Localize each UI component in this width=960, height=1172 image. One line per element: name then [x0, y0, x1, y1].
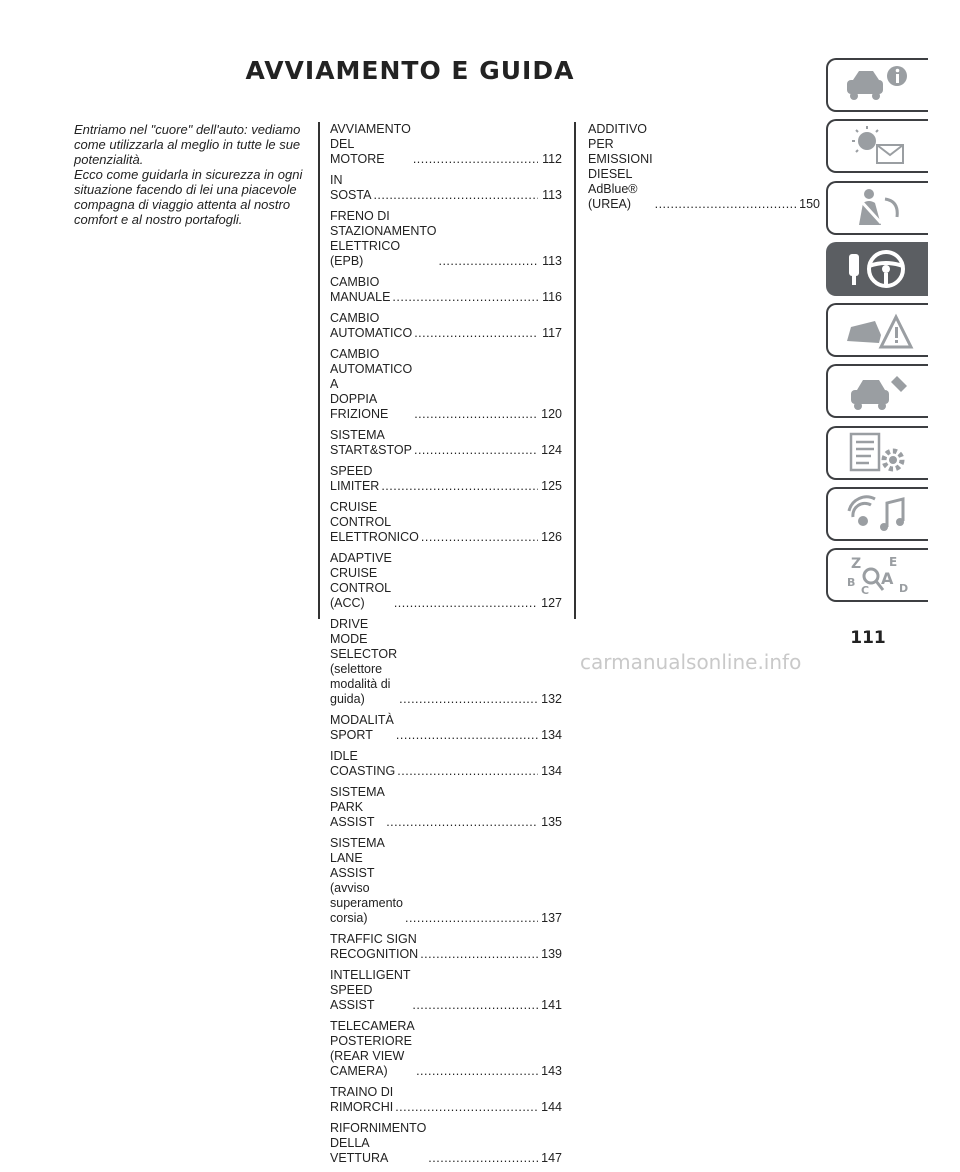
intro-paragraph-1: Entriamo nel "cuore" dell'auto: vediamo come utilizzarla al meglio in tutte le sue potenzialità. [74, 122, 301, 167]
toc-entry[interactable] [588, 122, 820, 212]
section-title: AVVIAMENTO E GUIDA [245, 56, 575, 85]
toc-entry-label: IDLE COASTING [330, 749, 396, 778]
toc-leader-dots [414, 326, 538, 341]
toc-entry-label: SISTEMA LANE ASSIST (avviso superamento corsia) [330, 836, 403, 925]
toc-entry-page: 113 [542, 254, 562, 268]
tab-maintenance[interactable] [826, 364, 928, 418]
toc-entry-page: 147 [541, 1151, 562, 1165]
toc-leader-dots [413, 152, 538, 167]
toc-entry-label: SISTEMA PARK ASSIST [330, 785, 385, 829]
toc-entry[interactable] [330, 713, 562, 743]
toc-entry[interactable] [330, 209, 562, 269]
toc-entry[interactable] [330, 749, 562, 779]
toc-entry-page: 116 [542, 290, 562, 304]
tab-index[interactable] [826, 548, 928, 602]
toc-entry[interactable] [330, 173, 562, 203]
toc-entry[interactable] [330, 1019, 562, 1079]
svg-text:Z: Z [851, 556, 862, 573]
toc-entry[interactable] [330, 617, 562, 707]
toc-entry-label: SPEED LIMITER [330, 464, 380, 493]
toc-leader-dots [412, 998, 538, 1013]
toc-entry-page: 112 [542, 152, 562, 166]
toc-entry-label: TRAINO DI RIMORCHI [330, 1085, 394, 1114]
toc-leader-dots [381, 479, 538, 494]
alphabetical-index-icon [841, 552, 915, 598]
warning-lights-icon [841, 123, 915, 169]
toc-entry-label: RIFORNIMENTO DELLA VETTURA [330, 1121, 427, 1165]
toc-entry-page: 137 [541, 911, 562, 925]
toc-leader-dots [396, 728, 538, 743]
toc-leader-dots [428, 1151, 538, 1166]
toc-entry-label: CRUISE CONTROL ELETTRONICO [330, 500, 419, 544]
column-divider [318, 122, 320, 619]
toc-leader-dots [416, 1064, 538, 1079]
car-accident-warning-icon [841, 307, 915, 353]
toc-entry-label: ADAPTIVE CRUISE CONTROL (ACC) [330, 551, 392, 610]
toc-entry-label: INTELLIGENT SPEED ASSIST [330, 968, 411, 1012]
svg-text:E: E [889, 555, 898, 570]
toc-entry-page: 132 [541, 692, 562, 706]
toc-entry[interactable] [330, 1085, 562, 1115]
toc-entry-label: DRIVE MODE SELECTOR (selettore modalità di guida) [330, 617, 398, 706]
toc-entry-label: CAMBIO AUTOMATICO [330, 311, 413, 340]
toc-entry-page: 139 [541, 947, 562, 961]
multimedia-music-icon [841, 491, 915, 537]
toc-entry-page: 141 [541, 998, 562, 1012]
toc-leader-dots [394, 596, 538, 611]
tab-starting-driving[interactable] [826, 242, 928, 296]
svg-text:B: B [847, 576, 856, 590]
toc-leader-dots [420, 947, 538, 962]
svg-text:C: C [861, 584, 870, 598]
toc-entry-label: CAMBIO MANUALE [330, 275, 391, 304]
toc-entry-page: 135 [541, 815, 562, 829]
key-steering-wheel-icon [841, 246, 915, 292]
toc-entry-label: AVVIAMENTO DEL MOTORE [330, 122, 411, 166]
toc-entry-page: 134 [541, 728, 562, 742]
car-info-icon [841, 62, 915, 108]
intro-paragraph-2: Ecco come guidarla in sicurezza in ogni situazione facendo di lei una piacevole compagna di viaggio attenta al nostro comfort e al nostro portafogli. [74, 167, 303, 227]
toc-entry[interactable] [330, 968, 562, 1013]
seatbelt-person-icon [841, 185, 915, 231]
tab-warning-lights[interactable] [826, 119, 928, 173]
column-divider [574, 122, 576, 619]
toc-entry[interactable] [330, 1121, 562, 1166]
toc-column-1 [330, 122, 562, 1172]
toc-entry[interactable] [330, 932, 562, 962]
svg-text:A: A [881, 569, 894, 589]
toc-entry-page: 150 [799, 197, 820, 211]
toc-entry-page: 127 [541, 596, 562, 610]
car-maintenance-icon [841, 368, 915, 414]
toc-entry[interactable] [330, 428, 562, 458]
toc-leader-dots [395, 1100, 538, 1115]
toc-entry[interactable] [330, 464, 562, 494]
toc-entry-page: 134 [541, 764, 562, 778]
toc-entry-label: TRAFFIC SIGN RECOGNITION [330, 932, 419, 961]
toc-leader-dots [386, 815, 538, 830]
toc-leader-dots [438, 254, 538, 269]
toc-leader-dots [414, 443, 538, 458]
toc-entry-label: ADDITIVO PER EMISSIONI DIESEL AdBlue® (UREA) [588, 122, 653, 211]
toc-entry-label: TELECAMERA POSTERIORE (REAR VIEW CAMERA) [330, 1019, 415, 1078]
toc-entry-label: FRENO DI STAZIONAMENTO ELETTRICO (EPB) [330, 209, 437, 268]
tab-safety[interactable] [826, 181, 928, 235]
toc-entry-page: 125 [541, 479, 562, 493]
toc-entry[interactable] [330, 347, 562, 422]
toc-entry-page: 143 [541, 1064, 562, 1078]
toc-leader-dots [392, 290, 538, 305]
toc-entry[interactable] [330, 551, 562, 611]
page-number: 111 [850, 628, 886, 648]
toc-entry[interactable] [330, 500, 562, 545]
toc-leader-dots [373, 188, 538, 203]
toc-leader-dots [655, 197, 796, 212]
toc-entry-label: IN SOSTA [330, 173, 372, 202]
toc-entry-label: SISTEMA START&STOP [330, 428, 412, 457]
toc-entry-label: CAMBIO AUTOMATICO A DOPPIA FRIZIONE [330, 347, 413, 421]
toc-entry[interactable] [330, 275, 562, 305]
svg-text:D: D [899, 582, 909, 596]
toc-leader-dots [421, 530, 538, 545]
tab-car-info[interactable] [826, 58, 928, 112]
toc-entry-page: 120 [541, 407, 562, 421]
chapter-tabs [826, 58, 930, 610]
toc-entry-page: 117 [542, 326, 562, 340]
toc-column-2 [588, 122, 820, 218]
toc-entry-label: MODALITÀ SPORT [330, 713, 394, 742]
toc-entry[interactable] [330, 122, 562, 167]
toc-leader-dots [414, 407, 538, 422]
tab-multimedia[interactable] [826, 487, 928, 541]
toc-entry-page: 124 [541, 443, 562, 457]
specifications-gear-icon [841, 430, 915, 476]
tab-emergency[interactable] [826, 303, 928, 357]
toc-entry[interactable] [330, 311, 562, 341]
watermark-text: carmanualsonline.info [580, 650, 802, 674]
tab-specifications[interactable] [826, 426, 928, 480]
toc-entry-page: 113 [542, 188, 562, 202]
intro-text [74, 122, 314, 227]
toc-leader-dots [405, 911, 538, 926]
toc-leader-dots [399, 692, 538, 707]
toc-leader-dots [397, 764, 538, 779]
toc-entry-page: 144 [541, 1100, 562, 1114]
toc-entry[interactable] [330, 836, 562, 926]
toc-entry-page: 126 [541, 530, 562, 544]
toc-entry[interactable] [330, 785, 562, 830]
